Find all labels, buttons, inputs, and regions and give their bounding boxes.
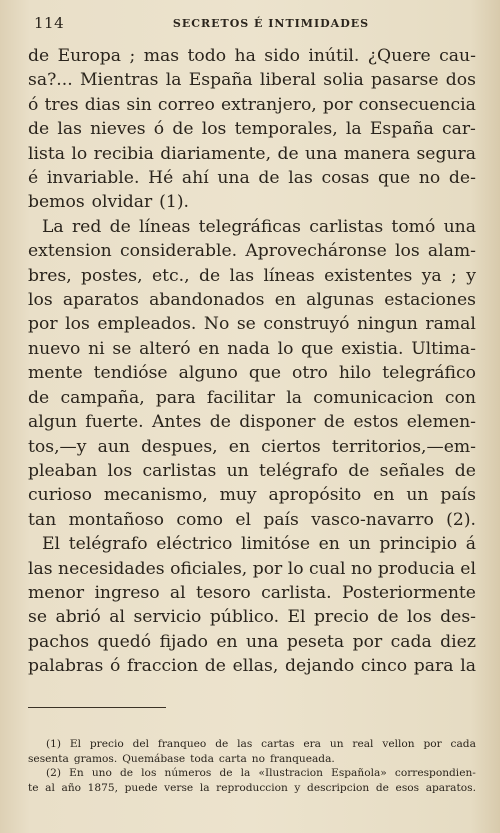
text-line: por los empleados. No se construyó ningun ramal: [28, 314, 476, 335]
text-line: de las nieves ó de los temporales, la España car-: [28, 119, 476, 140]
text-line: las necesidades oficiales, por lo cual no producia el: [28, 558, 476, 579]
text-line: menor ingreso al tesoro carlista. Posteriormente: [28, 582, 476, 603]
text-line: El telégrafo eléctrico limitóse en un principio á: [42, 534, 476, 555]
text-line: lista lo recibia diariamente, de una manera segura: [28, 143, 476, 164]
text-line: pachos quedó fijado en una peseta por cada diez: [28, 631, 476, 652]
text-line: algun fuerte. Antes de disponer de estos elemen-: [28, 412, 476, 433]
text-line: de campaña, para facilitar la comunicacion con: [28, 387, 476, 408]
text-line: tan montañoso como el país vasco-navarro (2).: [28, 509, 476, 530]
text-line: curioso mecanismo, muy apropósito en un país: [28, 485, 476, 506]
footnote-line: (2) En uno de los números de la «Ilustracion Española» correspondien-: [46, 767, 476, 780]
text-line: pleaban los carlistas un telégrafo de señales de: [28, 460, 476, 481]
text-line: de Europa ; mas todo ha sido inútil. ¿Quere cau-: [28, 46, 476, 66]
page-header: [34, 14, 478, 38]
text-line: La red de líneas telegráficas carlistas tomó una: [42, 216, 476, 237]
text-line: é invariable. Hé ahí una de las cosas que no de-: [28, 168, 476, 189]
text-line: mente tendióse alguno que otro hilo telegráfico: [28, 363, 476, 384]
text-line: ó tres dias sin correo extranjero, por consecuencia: [28, 94, 476, 115]
text-line: tos,—y aun despues, en ciertos territorios,—em-: [28, 436, 476, 457]
text-line: se abrió al servicio público. El precio de los des-: [28, 607, 476, 628]
page-number: 114: [34, 14, 65, 32]
running-title: SECRETOS É INTIMIDADES: [172, 17, 370, 30]
text-line: bres, postes, etc., de las líneas existentes ya ; y: [28, 265, 476, 286]
footnote-line: (1) El precio del franqueo de las cartas era un real vellon por cada: [46, 738, 476, 750]
footnote-line: sesenta gramos. Quemábase toda carta no franqueada.: [28, 752, 335, 765]
footnote-line: te al año 1875, puede verse la reproduccion y descripcion de esos aparatos.: [28, 781, 476, 794]
body-text: [28, 44, 476, 679]
text-line: palabras ó fraccion de ellas, dejando cinco para la: [28, 656, 476, 677]
text-line: sa?... Mientras la España liberal solia pasarse dos: [28, 70, 476, 91]
text-line: extension considerable. Aprovecháronse los alam-: [28, 241, 476, 262]
text-line: los aparatos abandonados en algunas estaciones: [28, 290, 476, 311]
text-line: bemos olvidar (1).: [28, 192, 189, 213]
text-line: nuevo ni se alteró en nada lo que existia. Ultima-: [28, 338, 476, 359]
footnote-divider: [28, 707, 166, 708]
footnotes: [28, 737, 476, 795]
